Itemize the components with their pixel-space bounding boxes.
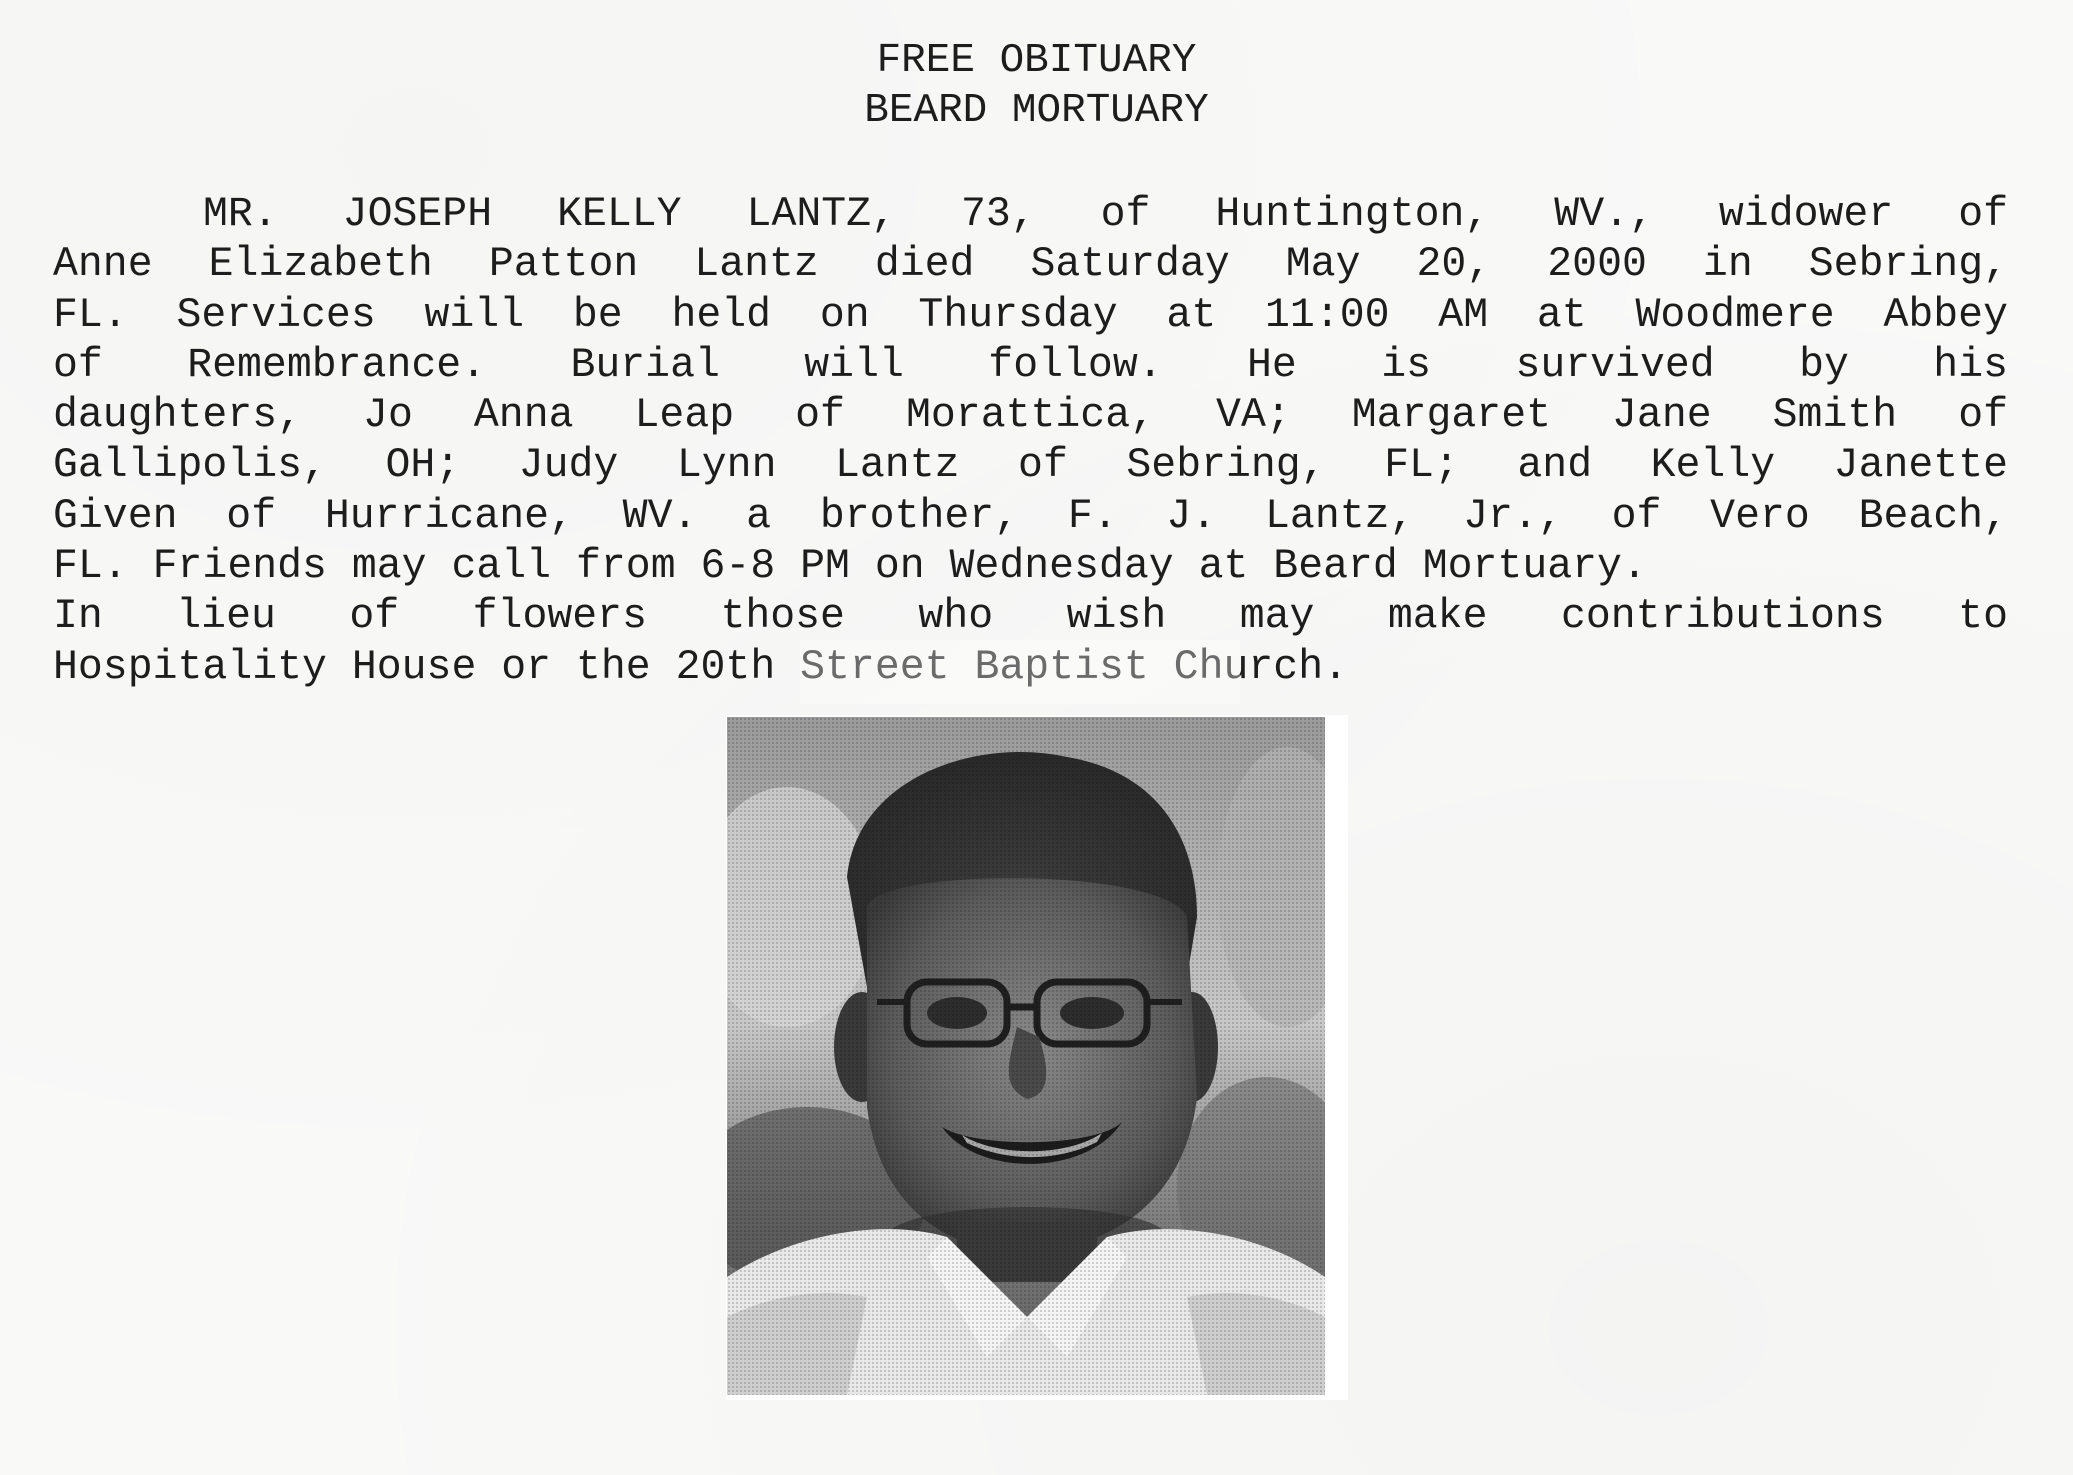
portrait-photo bbox=[727, 717, 1325, 1395]
heading-title: FREE OBITUARY bbox=[876, 38, 1197, 84]
portrait-illustration bbox=[727, 717, 1325, 1395]
obituary-line: Anne Elizabeth Patton Lantz died Saturday May 20, 2000 in Sebring, bbox=[53, 241, 2008, 289]
obituary-line: Given of Hurricane, WV. a brother, F. J. Lantz, Jr., of Vero Beach, bbox=[53, 492, 2008, 540]
obituary-line: MR. JOSEPH KELLY LANTZ, 73, of Huntington, WV., widower of bbox=[203, 191, 2008, 238]
obituary-line: daughters, Jo Anna Leap of Morattica, VA; Margaret Jane Smith of bbox=[53, 392, 2008, 440]
heading-subtitle: BEARD MORTUARY bbox=[864, 88, 1209, 134]
heading-block bbox=[0, 36, 2073, 136]
obituary-line: Hospitality House or the 20th Street Baptist Church. bbox=[53, 643, 1349, 691]
obituary-line: of Remembrance. Burial will follow. He is survived by his bbox=[53, 341, 2008, 389]
obituary-line: FL. Services will be held on Thursday at 11:00 AM at Woodmere Abbey bbox=[53, 291, 2008, 339]
obituary-text bbox=[53, 190, 2008, 693]
obituary-line: In lieu of flowers those who wish may make contributions to bbox=[53, 593, 2008, 641]
obituary-line: Gallipolis, OH; Judy Lynn Lantz of Sebring, FL; and Kelly Janette bbox=[53, 442, 2008, 490]
obituary-line: FL. Friends may call from 6-8 PM on Wednesday at Beard Mortuary. bbox=[53, 543, 1647, 591]
